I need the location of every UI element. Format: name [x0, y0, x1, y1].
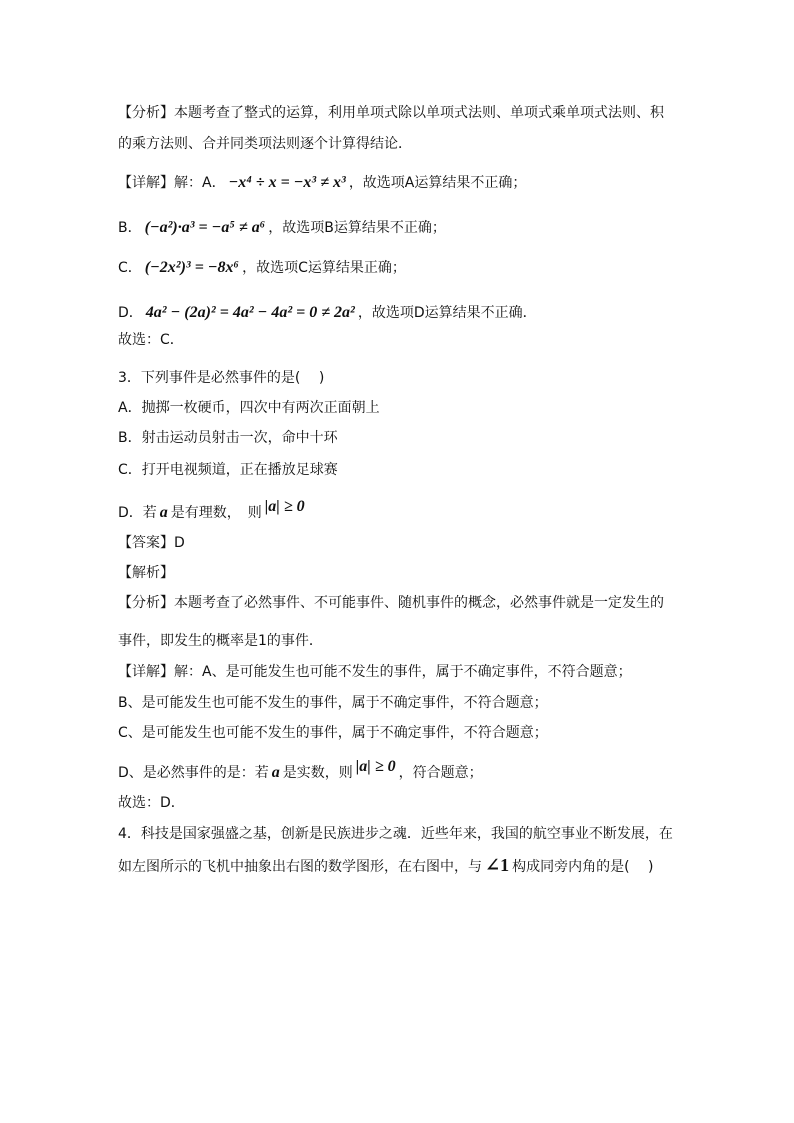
q3-analysis-1: 【分析】本题考查了必然事件、不可能事件、随机事件的概念，必然事件就是一定发生的: [118, 595, 664, 611]
q3-detail-b: B、是可能发生也可能不发生的事件，属于不确定事件，不符合题意；: [118, 695, 548, 711]
dd-mid: 是实数，则: [282, 765, 353, 781]
detail-d: [118, 303, 537, 323]
detail-c: [118, 258, 406, 278]
d-pre: D．若: [118, 505, 157, 521]
math-a: −x⁴ ÷ x = −x³ ≠ x³: [228, 174, 346, 191]
analysis-line-1: 【分析】本题考查了整式的运算，利用单项式除以单项式法则、单项式乘单项式法则、积: [118, 105, 664, 121]
dd-pre: D、是必然事件的是：若: [118, 765, 269, 781]
q3-stem: 3．下列事件是必然事件的是( ): [118, 370, 325, 386]
q3-detail-c: C、是可能发生也可能不发生的事件，属于不确定事件，不符合题意；: [118, 725, 548, 741]
q3-answer: 【答案】D: [118, 535, 185, 551]
q3-option-d: [118, 498, 308, 523]
math-d: 4a² − (2a)² = 4a² − 4a² = 0 ≠ 2a²: [145, 304, 355, 321]
choose-c: 故选：C．: [118, 332, 184, 348]
dd-post: ，符合题意；: [398, 765, 483, 781]
math-c: (−2x²)³ = −8x⁶: [144, 259, 240, 276]
q3-analysis-2: 事件，即发生的概率是1的事件．: [118, 633, 323, 649]
q3-choose: 故选：D．: [118, 795, 185, 811]
q3-option-c: C．打开电视频道，正在播放足球赛: [118, 462, 338, 478]
q3-analysis-head: 【解析】: [118, 565, 174, 581]
detail-prefix: 【详解】解：A．: [118, 175, 226, 191]
detail-d-text: ，故选项D运算结果不正确．: [357, 305, 537, 321]
math-abs: |a| ≥ 0: [264, 498, 305, 515]
label-d: D．: [118, 305, 143, 321]
angle-1: ∠1: [485, 855, 510, 875]
math-abs: |a| ≥ 0: [355, 758, 396, 775]
q4-line-1: 4．科技是国家强盛之基，创新是民族进步之魂．近些年来，我国的航空事业不断发展，在: [118, 826, 673, 842]
math-b: (−a²)·a³ = −a⁵ ≠ a⁶: [144, 219, 266, 236]
label-c: C．: [118, 260, 142, 276]
q3-option-a: A．抛掷一枚硬币，四次中有两次正面朝上: [118, 400, 380, 416]
detail-a: [118, 173, 526, 193]
var-a: a: [159, 504, 168, 521]
detail-a-text: ，故选项A运算结果不正确；: [348, 175, 527, 191]
var-a: a: [271, 764, 280, 781]
q3-option-b: B．射击运动员射击一次，命中十环: [118, 430, 338, 446]
d-mid: 是有理数， 则: [170, 505, 262, 521]
q4-post: 构成同旁内角的是( ): [512, 859, 654, 875]
q3-detail-a: 【详解】解：A、是可能发生也可能不发生的事件，属于不确定事件，不符合题意；: [118, 664, 632, 680]
detail-c-text: ，故选项C运算结果正确；: [242, 260, 406, 276]
q4-pre: 如左图所示的飞机中抽象出右图的数学图形，在右图中，与: [118, 859, 482, 875]
detail-b-text: ，故选项B运算结果不正确；: [268, 220, 446, 236]
analysis-line-2: 的乘方法则、合并同类项法则逐个计算得结论．: [118, 136, 412, 152]
label-b: B．: [118, 220, 142, 236]
detail-b: [118, 218, 446, 238]
q3-detail-d: [118, 758, 483, 783]
q4-line-2: [118, 855, 653, 877]
